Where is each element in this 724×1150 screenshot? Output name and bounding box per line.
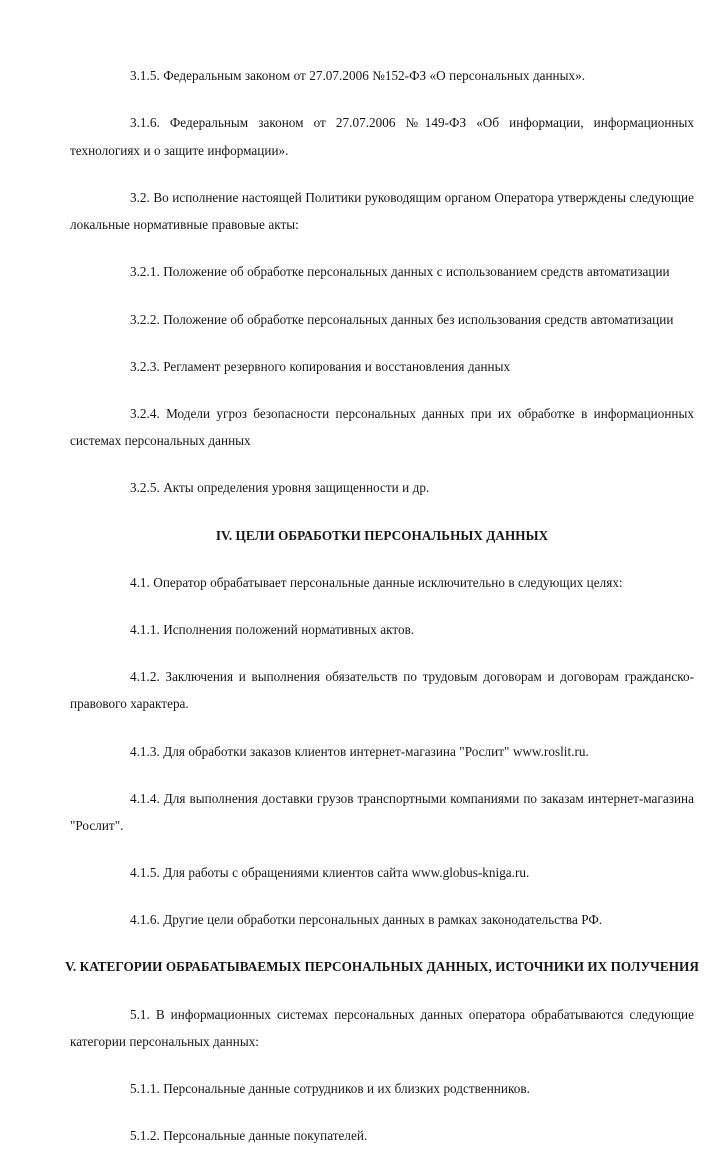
paragraph-4-1: 4.1. Оператор обрабатывает персональные данные исключительно в следующих целях: <box>130 574 623 590</box>
paragraph-4-1-2: 4.1.2. Заключения и выполнения обязательств по трудовым договорам и договорам гражданско-правового характера. <box>70 668 694 712</box>
paragraph-5-1: 5.1. В информационных системах персональных данных оператора обрабатываются следующие категории персональных данных: <box>70 1006 694 1050</box>
paragraph-5-1-1: 5.1.1. Персональные данные сотрудников и их близких родственников. <box>130 1081 530 1097</box>
paragraph-3-2: 3.2. Во исполнение настоящей Политики руководящим органом Оператора утверждены следующие локальные нормативные правовые акты: <box>70 189 694 233</box>
paragraph-4-1-6: 4.1.6. Другие цели обработки персональных данных в рамках законодательства РФ. <box>130 912 603 928</box>
paragraph-3-1-5: 3.1.5. Федеральным законом от 27.07.2006 №152-ФЗ «О персональных данных». <box>130 68 586 83</box>
paragraph-4-1-4: 4.1.4. Для выполнения доставки грузов транспортными компаниями по заказам интернет-магазина "Рослит". <box>70 790 694 834</box>
paragraph-3-2-5: 3.2.5. Акты определения уровня защищенности и др. <box>130 480 430 496</box>
paragraph-3-2-3: 3.2.3. Регламент резервного копирования и восстановления данных <box>130 358 511 374</box>
paragraph-3-2-2: 3.2.2. Положение об обработке персональных данных без использования средств автоматизации <box>130 311 674 327</box>
paragraph-4-1-1: 4.1.1. Исполнения положений нормативных актов. <box>130 621 415 637</box>
paragraph-3-2-1: 3.2.1. Положение об обработке персональных данных с использованием средств автоматизации <box>130 264 670 280</box>
paragraph-4-1-3: 4.1.3. Для обработки заказов клиентов интернет-магазина "Рослит" www.roslit.ru. <box>130 743 589 759</box>
paragraph-5-1-2: 5.1.2. Персональные данные покупателей. <box>130 1128 368 1144</box>
document-body <box>65 62 699 1150</box>
section-heading-v: V. КАТЕГОРИИ ОБРАБАТЫВАЕМЫХ ПЕРСОНАЛЬНЫХ ДАННЫХ, ИСТОЧНИКИ ИХ ПОЛУЧЕНИЯ <box>65 959 699 975</box>
paragraph-3-2-4: 3.2.4. Модели угроз безопасности персональных данных при их обработке в информационных системах персональных данных <box>70 405 694 449</box>
section-heading-iv: IV. ЦЕЛИ ОБРАБОТКИ ПЕРСОНАЛЬНЫХ ДАННЫХ <box>215 527 549 543</box>
paragraph-4-1-5: 4.1.5. Для работы с обращениями клиентов сайта www.globus-kniga.ru. <box>130 865 530 881</box>
paragraph-3-1-6: 3.1.6. Федеральным законом от 27.07.2006 №149-ФЗ «Об информации, информационных технологиях и о защите информации». <box>70 115 694 158</box>
